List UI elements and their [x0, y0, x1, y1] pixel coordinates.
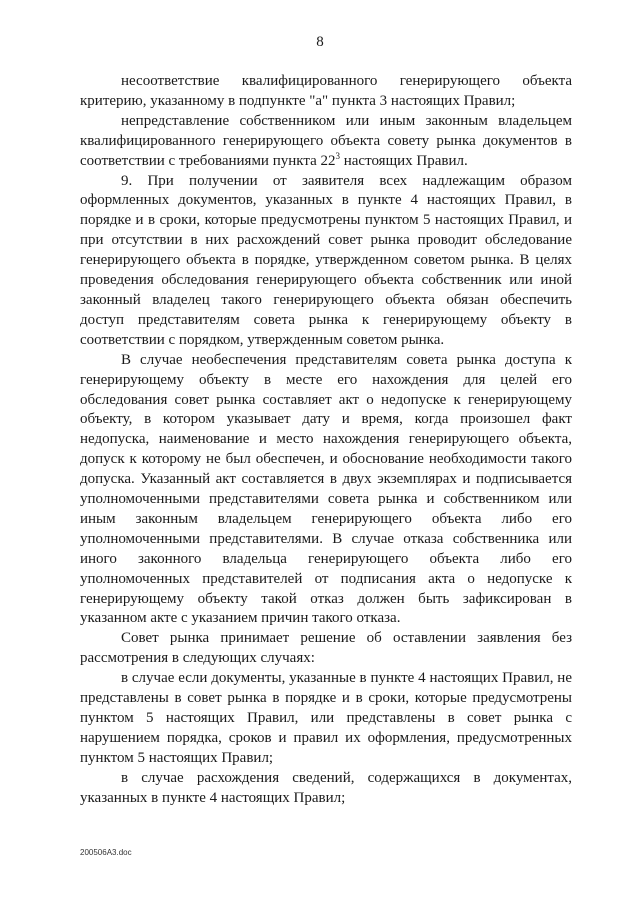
- footer-file-code: 200506А3.doc: [80, 848, 132, 857]
- paragraph-documents-not-submitted-text: непредставление собственником или иным законным владельцем квалифицированного генерирующего объекта совету рынка документов в соответствии с требованиями пункта 22: [80, 112, 572, 169]
- paragraph-council-decision: Совет рынка принимает решение об оставлении заявления без рассмотрения в следующих случаях:: [80, 630, 572, 667]
- paragraph-criterion-mismatch: несоответствие квалифицированного генерирующего объекта критерию, указанному в подпункте "а" пункта 3 настоящих Правил;: [80, 73, 572, 109]
- paragraph-item-9: 9. При получении от заявителя всех надлежащим образом оформленных документов, указанных в пункте 4 настоящих Правил, в порядке и в сроки, которые предусмотрены пунктом 5 настоящих Правил, и при отсутствии в них расхождений совет рынка проводит обследование генерирующего объекта в порядке, утвержденном советом рынка. В целях проведения обследования генерирующего объекта собственник или иной законный владелец такого генерирующего объекта обязан обеспечить доступ представителям совета рынка к генерирующему объекту в соответствии с порядком, утвержденным советом рынка.: [80, 172, 572, 348]
- paragraph-documents-not-submitted-tail: настоящих Правил.: [340, 152, 468, 169]
- paragraph-access-refusal: В случае необеспечения представителям совета рынка доступа к генерирующему объекту в месте его нахождения для целей его обследования совет рынка составляет акт о недопуске к генерирующему объекту, в котором указывает дату и время, когда произошел факт недопуска, наименование и место нахождения генерирующего объекта, допуск к которому не был обеспечен, и обоснование необходимости такого допуска. Указанный акт составляется в двух экземплярах и подписывается уполномоченными представителями совета рынка и собственником или иным законным владельцем генерирующего объекта либо его уполномоченными представителями. В случае отказа собственника или иного законного владельца генерирующего объекта либо его уполномоченных представителей от подписания акта о недопуске к генерирующему объекту такой отказ должен быть зафиксирован в указанном акте с указанием причин такого отказа.: [80, 351, 572, 627]
- paragraph-documents-not-submitted: [80, 112, 572, 172]
- document-body: [80, 72, 572, 809]
- paragraph-case-data-mismatch: в случае расхождения сведений, содержащихся в документах, указанных в пункте 4 настоящих Правил;: [80, 769, 572, 806]
- superscript-22-3: 3: [335, 150, 340, 161]
- page-number: 8: [316, 34, 324, 50]
- paragraph-case-documents-missing: в случае если документы, указанные в пункте 4 настоящих Правил, не представлены в совет рынка в порядке и в сроки, которые предусмотрены пунктом 5 настоящих Правил, или представлены в совет рынка с нарушением порядка, сроков и правил их оформления, предусмотренных пунктом 5 настоящих Правил;: [80, 670, 572, 766]
